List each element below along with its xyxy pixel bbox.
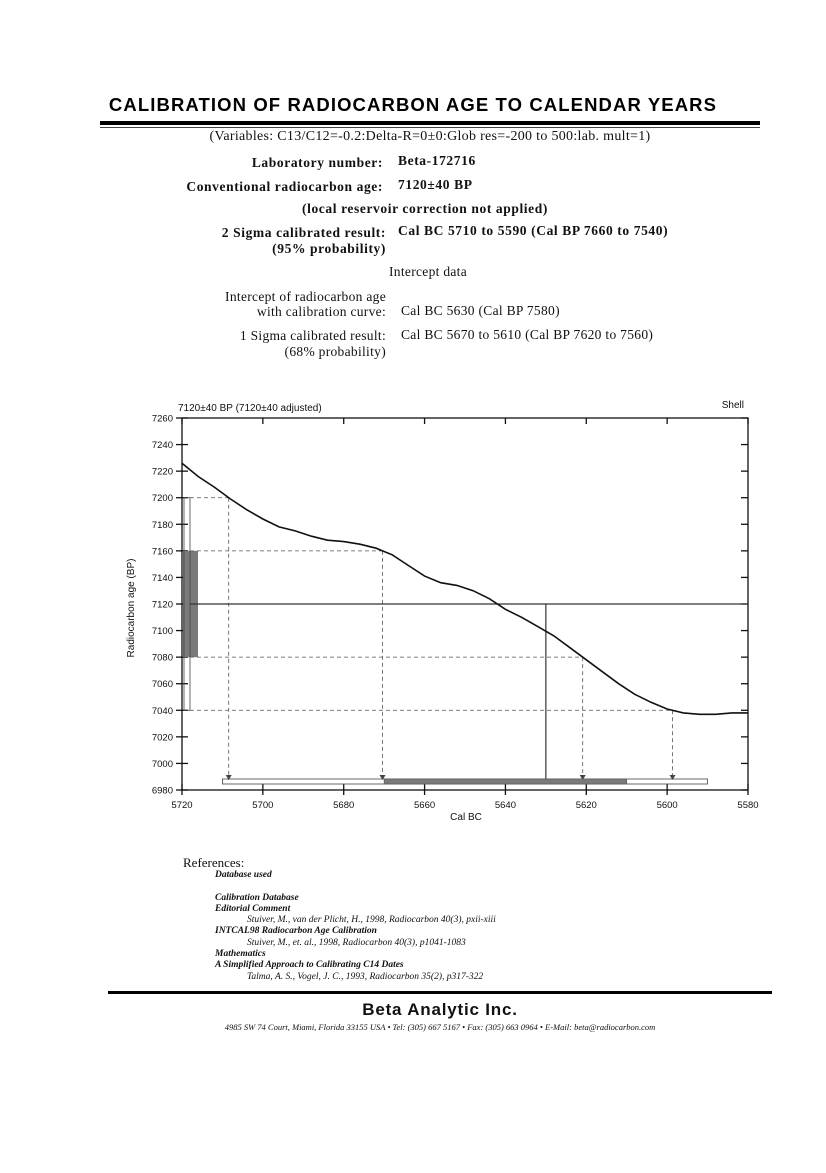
chart-ylabel: Radiocarbon age (BP) [126, 558, 137, 658]
calibration-curve [182, 463, 748, 714]
reference-line: Mathematics [215, 949, 266, 960]
y-tick-label: 7200 [151, 493, 173, 505]
reservoir-note: (local reservoir correction not applied) [302, 201, 548, 216]
sigma2-value: Cal BC 5710 to 5590 (Cal BP 7660 to 7540) [398, 223, 669, 238]
conventional-age-label: Conventional radiocarbon age: [186, 179, 383, 194]
references-list [215, 870, 496, 983]
intercept-label-2: with calibration curve: [256, 304, 386, 319]
sigma1-value: Cal BC 5670 to 5610 (Cal BP 7620 to 7560) [401, 327, 654, 342]
y-tick-label: 7260 [151, 413, 173, 425]
reference-line: A Simplified Approach to Calibrating C14 Dates [215, 960, 404, 971]
y-tick-label: 7020 [151, 732, 173, 744]
company-address: 4985 SW 74 Court, Miami, Florida 33155 USA • Tel: (305) 667 5167 • Fax: (305) 663 0964 • E-Mail: beta@radiocarbon.com [224, 1022, 656, 1032]
x-tick-label: 5680 [333, 800, 355, 811]
x-tick-label: 5720 [171, 800, 193, 811]
references-heading: References: [183, 855, 245, 870]
chart-xlabel: Cal BC [450, 812, 482, 823]
sigma2-label: 2 Sigma calibrated result: [221, 225, 386, 240]
y-tick-label: 6980 [151, 785, 173, 797]
sigma1-probability: (68% probability) [284, 344, 386, 359]
y-tick-label: 7120 [151, 599, 173, 611]
reference-line [215, 881, 496, 892]
reference-line: Calibration Database [215, 892, 299, 903]
x-tick-label: 5580 [737, 800, 759, 811]
intercept-heading: Intercept data [389, 264, 468, 279]
lab-number-value: Beta-172716 [398, 153, 476, 168]
x-tick-label: 5700 [252, 800, 274, 811]
conventional-age-value: 7120±40 BP [398, 177, 473, 192]
reference-line: INTCAL98 Radiocarbon Age Calibration [215, 926, 377, 937]
company-name: Beta Analytic Inc. [362, 1000, 518, 1019]
sigma2-probability: (95% probability) [272, 241, 386, 256]
sigma1-cal-range [384, 779, 627, 784]
reference-line: Talma, A. S., Vogel, J. C., 1993, Radiocarbon 35(2), p317-322 [247, 971, 484, 982]
y-tick-label: 7000 [151, 758, 173, 770]
y-tick-label: 7040 [151, 705, 173, 717]
x-tick-label: 5620 [575, 800, 597, 811]
y-tick-label: 7060 [151, 679, 173, 691]
y-tick-label: 7240 [151, 440, 173, 452]
x-tick-label: 5660 [414, 800, 436, 811]
y-tick-label: 7160 [151, 546, 173, 558]
y-tick-label: 7220 [151, 466, 173, 478]
reference-line: Database used [215, 870, 272, 880]
intercept-label: Intercept of radiocarbon age [225, 289, 386, 304]
lab-number-label: Laboratory number: [251, 155, 383, 170]
chart-corner-label: Shell [721, 400, 744, 411]
page-title: CALIBRATION OF RADIOCARBON AGE TO CALENDAR YEARS [108, 94, 718, 115]
x-tick-label: 5600 [656, 800, 678, 811]
x-tick-label: 5640 [494, 800, 516, 811]
reference-line: Editorial Comment [215, 903, 291, 914]
y-tick-label: 7140 [151, 572, 173, 584]
reference-line: Stuiver, M., et. al., 1998, Radiocarbon 40(3), p1041-1083 [247, 937, 466, 948]
chart-title: 7120±40 BP (7120±40 adjusted) [178, 403, 322, 414]
y-tick-label: 7180 [151, 519, 173, 531]
footer-rule [108, 991, 772, 994]
y-tick-label: 7100 [151, 626, 173, 638]
reference-line: Stuiver, M., van der Plicht, H., 1998, Radiocarbon 40(3), pxii-xiii [247, 915, 496, 926]
intercept-value: Cal BC 5630 (Cal BP 7580) [401, 303, 560, 318]
sigma1-label: 1 Sigma calibrated result: [239, 328, 386, 343]
variables-line: (Variables: C13/C12=-0.2:Delta-R=0±0:Glob res=-200 to 500:lab. mult=1) [209, 129, 651, 144]
y-tick-label: 7080 [151, 652, 173, 664]
